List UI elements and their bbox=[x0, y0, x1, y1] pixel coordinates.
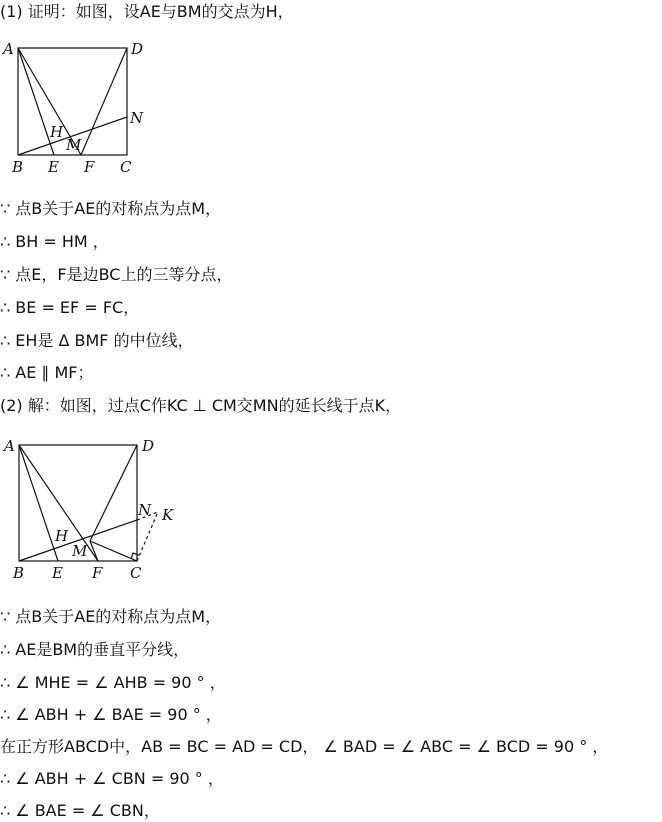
p1-step-4: ∴ BE = EF = FC， bbox=[0, 298, 140, 317]
p1-step-6: ∴ AE ∥ MF； bbox=[0, 363, 94, 382]
segment-ae bbox=[18, 48, 54, 155]
label2-m: M bbox=[72, 542, 88, 560]
p2-step-4: ∴ ∠ ABH + ∠ BAE = 90 ° ， bbox=[0, 705, 222, 724]
p2-step-6: ∴ ∠ ABH + ∠ CBN = 90 ° ， bbox=[0, 769, 224, 788]
label-h: H bbox=[50, 123, 64, 141]
label-c: C bbox=[120, 158, 132, 176]
label-a: A bbox=[3, 40, 14, 58]
figure-1 bbox=[0, 36, 170, 178]
label2-d: D bbox=[142, 437, 155, 455]
p2-step-3: ∴ ∠ MHE = ∠ AHB = 90 ° ， bbox=[0, 673, 226, 692]
segment-dm-2 bbox=[90, 445, 137, 541]
label2-c: C bbox=[130, 564, 142, 582]
label2-b: B bbox=[13, 564, 25, 582]
label2-k: K bbox=[162, 506, 174, 524]
p2-step-5: 在正方形ABCD中，AB = BC = AD = CD， ∠ BAD = ∠ ABC = ∠ BCD = 90 ° ， bbox=[0, 737, 609, 756]
label-e: E bbox=[48, 158, 59, 176]
p1-step-5: ∴ EH是 Δ BMF 的中位线， bbox=[0, 331, 194, 350]
figure-2 bbox=[0, 432, 190, 588]
p2-step-2: ∴ AE是BM的垂直平分线， bbox=[0, 640, 190, 659]
p2-step-7: ∴ ∠ BAE = ∠ CBN， bbox=[0, 801, 160, 820]
segment-ae-2 bbox=[19, 445, 58, 561]
part1-heading: (1) 证明：如图，设AE与BM的交点为H， bbox=[0, 2, 294, 21]
label2-n: N bbox=[138, 501, 152, 519]
part2-heading: (2) 解：如图，过点C作KC ⊥ CM交MN的延长线于点K， bbox=[0, 396, 402, 415]
p2-step-1: ∵ 点B关于AE的对称点为点M， bbox=[0, 607, 222, 626]
segment-df bbox=[81, 48, 127, 155]
p1-step-1: ∵ 点B关于AE的对称点为点M， bbox=[0, 199, 222, 218]
p1-step-2: ∴ BH = HM ， bbox=[0, 232, 109, 251]
label-b: B bbox=[12, 158, 24, 176]
label2-f: F bbox=[92, 564, 103, 582]
p1-step-3: ∵ 点E，F是边BC上的三等分点， bbox=[0, 265, 233, 284]
label2-a: A bbox=[4, 437, 15, 455]
segment-ck-dashed bbox=[137, 512, 158, 561]
label-d: D bbox=[131, 40, 144, 58]
label-n: N bbox=[130, 109, 144, 127]
label2-h: H bbox=[55, 527, 69, 545]
label-f: F bbox=[84, 158, 95, 176]
label-m: M bbox=[66, 136, 82, 154]
label2-e: E bbox=[52, 564, 63, 582]
